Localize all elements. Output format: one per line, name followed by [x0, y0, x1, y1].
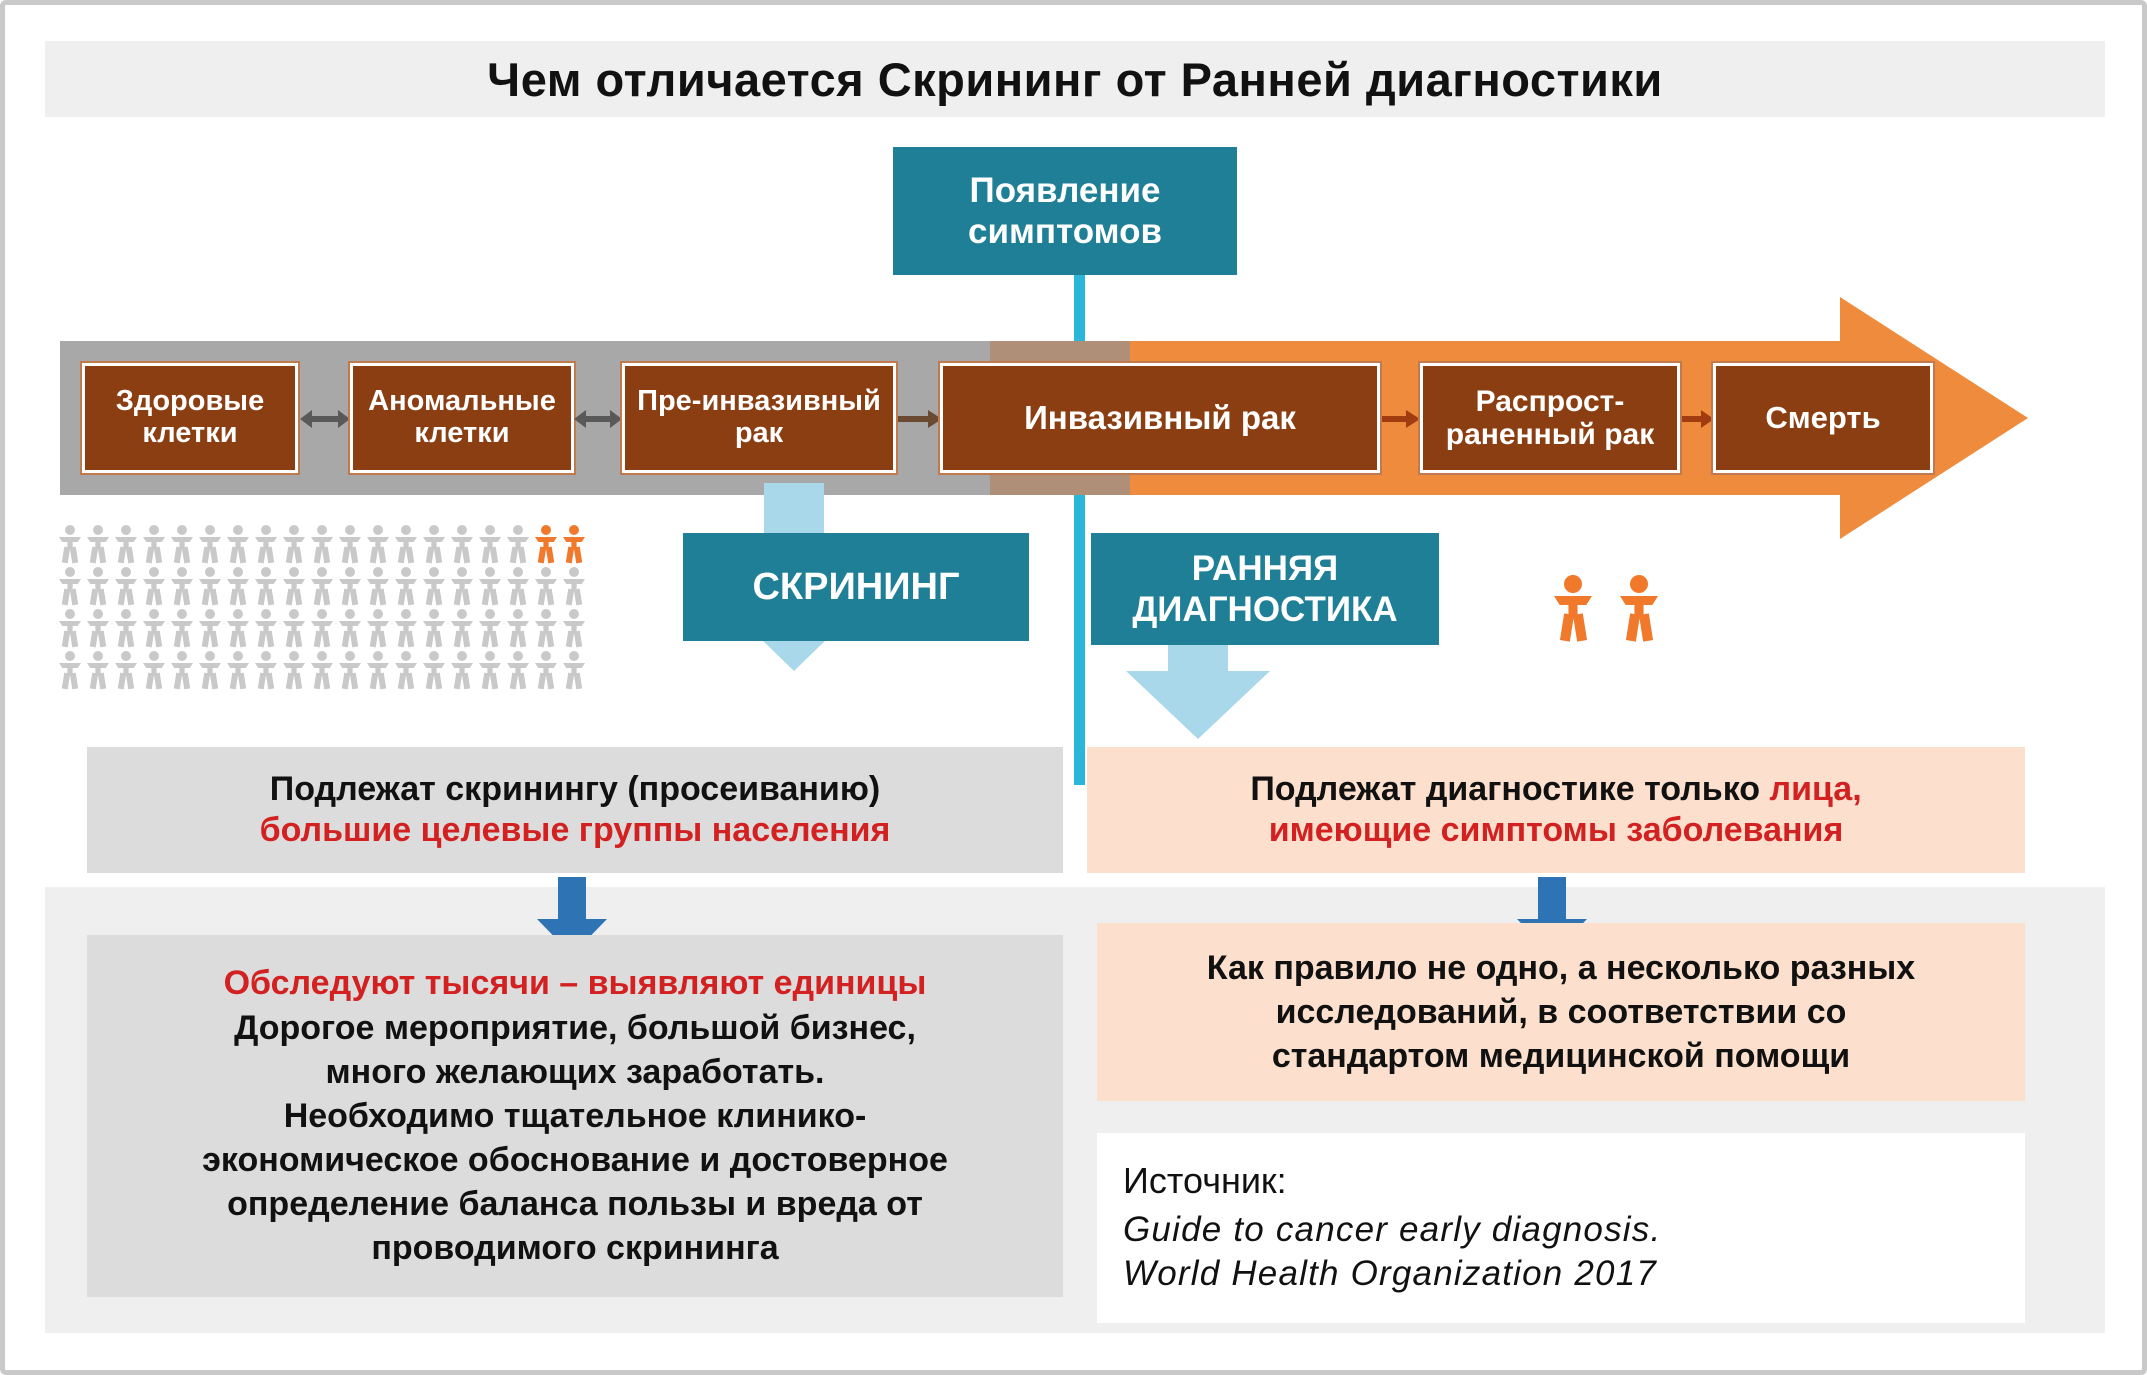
source-box — [1097, 1133, 2025, 1323]
early-diagnosis-label-box: РАННЯЯ ДИАГНОСТИКА — [1091, 533, 1439, 645]
person-icon — [197, 567, 223, 605]
population-row — [57, 651, 627, 689]
screening-detail-line1: Обследуют тысячи – выявляют единицы — [223, 964, 927, 1003]
person-icon — [393, 651, 419, 689]
person-icon — [253, 609, 279, 647]
connector-arrow-5 — [1682, 407, 1714, 431]
person-icon — [141, 651, 167, 689]
screening-description-box — [87, 747, 1063, 873]
person-icon — [309, 609, 335, 647]
source-label: Источник: — [1123, 1160, 1287, 1202]
connector-arrow-4 — [1382, 407, 1420, 431]
screening-desc-line2: большие целевые группы населения — [259, 811, 891, 849]
person-icon — [365, 609, 391, 647]
person-icon — [533, 609, 559, 647]
person-icon — [421, 609, 447, 647]
population-icons-grid — [57, 525, 627, 693]
screening-label-box: СКРИНИНГ — [683, 533, 1029, 641]
person-icon — [225, 567, 251, 605]
person-icon — [337, 525, 363, 563]
person-icon — [421, 567, 447, 605]
symptoms-appearance-box: Появление симптомов — [893, 147, 1237, 275]
disease-progression-arrow — [60, 341, 2025, 495]
person-icon — [365, 651, 391, 689]
person-icon — [57, 525, 83, 563]
person-icon — [253, 567, 279, 605]
person-icon — [141, 567, 167, 605]
population-row — [57, 567, 627, 605]
person-icon — [477, 567, 503, 605]
person-icon — [113, 567, 139, 605]
connector-double-arrow-1 — [300, 407, 350, 431]
person-icon — [169, 651, 195, 689]
person-icon — [477, 609, 503, 647]
person-icon — [477, 525, 503, 563]
stage-death: Смерть — [1713, 363, 1933, 473]
person-icon — [449, 525, 475, 563]
person-icon — [561, 609, 587, 647]
symptomatic-people-icons — [1551, 575, 1683, 646]
person-icon — [57, 651, 83, 689]
page-title-text: Чем отличается Скрининг от Ранней диагностики — [487, 52, 1663, 106]
person-icon — [281, 651, 307, 689]
screening-detail-line2: Дорогое мероприятие, большой бизнес, — [234, 1008, 916, 1047]
screening-detail-line6: определение баланса пользы и вреда от — [227, 1185, 923, 1224]
person-icon — [477, 651, 503, 689]
source-line2: World Health Organization 2017 — [1123, 1254, 1658, 1293]
person-icon — [85, 567, 111, 605]
person-icon — [113, 651, 139, 689]
person-icon — [197, 525, 223, 563]
person-icon — [505, 525, 531, 563]
person-icon — [505, 651, 531, 689]
person-icon — [337, 567, 363, 605]
person-icon — [309, 567, 335, 605]
stage-advanced-cancer: Распрост-раненный рак — [1420, 363, 1680, 473]
stage-abnormal-cells: Аномальные клетки — [350, 363, 574, 473]
screening-detail-line3: много желающих заработать. — [325, 1052, 825, 1091]
person-icon — [225, 651, 251, 689]
person-icon — [309, 525, 335, 563]
person-icon — [309, 651, 335, 689]
diagnosis-details-box — [1097, 923, 2025, 1101]
person-icon — [533, 525, 559, 563]
screening-detail-line7: проводимого скрининга — [371, 1229, 779, 1268]
person-icon — [561, 567, 587, 605]
person-icon — [225, 609, 251, 647]
source-line1: Guide to cancer early diagnosis. — [1123, 1210, 1662, 1250]
person-icon — [421, 525, 447, 563]
person-icon — [197, 609, 223, 647]
person-icon — [253, 525, 279, 563]
person-icon — [197, 651, 223, 689]
person-icon — [113, 525, 139, 563]
person-icon — [85, 651, 111, 689]
person-icon — [449, 609, 475, 647]
person-icon — [365, 525, 391, 563]
person-icon — [281, 525, 307, 563]
diagnosis-detail-line3: стандартом медицинской помощи — [1271, 1037, 1851, 1076]
person-icon — [1617, 575, 1661, 641]
screening-detail-line5: экономическое обоснование и достоверное — [202, 1141, 948, 1180]
person-icon — [505, 609, 531, 647]
person-icon — [169, 567, 195, 605]
person-icon — [85, 525, 111, 563]
person-icon — [1551, 575, 1595, 641]
person-icon — [393, 567, 419, 605]
person-icon — [449, 651, 475, 689]
person-icon — [113, 609, 139, 647]
person-icon — [449, 567, 475, 605]
connector-arrow-3 — [898, 407, 942, 431]
screening-desc-line1: Подлежат скринингу (просеиванию) — [269, 769, 881, 808]
population-row — [57, 609, 627, 647]
person-icon — [337, 651, 363, 689]
person-icon — [85, 609, 111, 647]
person-icon — [253, 651, 279, 689]
person-icon — [57, 609, 83, 647]
person-icon — [281, 609, 307, 647]
diagnosis-detail-line1: Как правило не одно, а несколько разных — [1206, 948, 1916, 987]
diagnosis-desc-line1-plain: Подлежат диагностике только — [1250, 769, 1770, 808]
diagnosis-detail-line2: исследований, в соответствии со — [1275, 992, 1847, 1031]
stage-preinvasive-cancer: Пре-инвазивный рак — [622, 363, 896, 473]
person-icon — [561, 651, 587, 689]
screening-details-box — [87, 935, 1063, 1297]
population-row — [57, 525, 627, 563]
person-icon — [393, 609, 419, 647]
diagnosis-desc-line2: имеющие симптомы заболевания — [1268, 811, 1844, 849]
person-icon — [421, 651, 447, 689]
connector-double-arrow-2 — [574, 407, 622, 431]
stage-invasive-cancer: Инвазивный рак — [940, 363, 1380, 473]
person-icon — [57, 567, 83, 605]
diagnosis-desc-line1-red: лица, — [1769, 769, 1862, 808]
person-icon — [365, 567, 391, 605]
stage-healthy-cells: Здоровые клетки — [82, 363, 298, 473]
person-icon — [141, 609, 167, 647]
person-icon — [169, 525, 195, 563]
person-icon — [533, 567, 559, 605]
screening-detail-line4: Необходимо тщательное клинико- — [283, 1096, 867, 1135]
diagnosis-desc-line1 — [1250, 769, 1861, 810]
person-icon — [533, 651, 559, 689]
person-icon — [393, 525, 419, 563]
page-title — [45, 41, 2105, 117]
person-icon — [281, 567, 307, 605]
person-icon — [225, 525, 251, 563]
person-icon — [505, 567, 531, 605]
person-icon — [561, 525, 587, 563]
person-icon — [141, 525, 167, 563]
person-icon — [169, 609, 195, 647]
diagnosis-description-box — [1087, 747, 2025, 873]
person-icon — [337, 609, 363, 647]
